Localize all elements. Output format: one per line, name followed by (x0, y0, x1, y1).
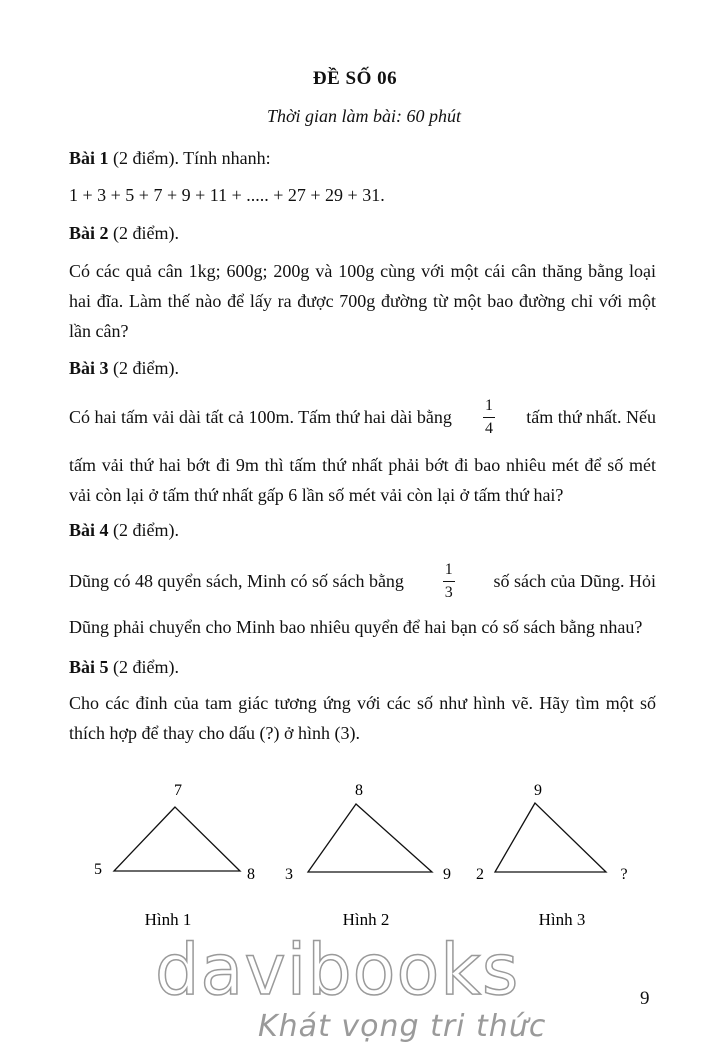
triangle-3 (495, 803, 606, 872)
problem-2-points: (2 điểm). (108, 223, 179, 243)
problem-2-label: Bài 2 (69, 223, 109, 243)
problem-4-text-before: Dũng có 48 quyển sách, Minh có số sách bằng (69, 571, 404, 591)
problem-5-text: Cho các đỉnh của tam giác tương ứng với các số như hình vẽ. Hãy tìm một số thích hợp để thay cho dấu (?) ở hình (3). (69, 693, 656, 743)
problem-1-heading (69, 148, 271, 169)
page-title: ĐỀ SỐ 06 (312, 68, 398, 89)
figure-3-right-number: ? (620, 866, 628, 883)
problem-2-heading (69, 223, 179, 244)
figure-2-right-number: 9 (443, 866, 451, 883)
problem-3-line-1 (69, 398, 656, 437)
triangle-2 (308, 804, 432, 872)
exam-duration: Thời gian làm bài: 60 phút (266, 106, 462, 126)
problem-4-label: Bài 4 (69, 520, 109, 540)
problem-3-text-rest: tấm vải thứ hai bớt đi 9m thì tấm thứ nhất phải bớt đi bao nhiêu mét để số mét vải còn lại ở tấm thứ nhất gấp 6 lần số mét vải còn lại ở tấm thứ hai? (69, 455, 656, 505)
problem-1-points: (2 điểm). Tính nhanh: (108, 148, 271, 168)
triangle-figures (0, 770, 710, 940)
problem-2-text (69, 256, 656, 346)
figure-1 (94, 782, 255, 929)
fraction-numerator: 1 (485, 397, 494, 414)
problem-5-label: Bài 5 (69, 657, 109, 677)
figure-1-right-number: 8 (247, 866, 255, 883)
figure-3-caption: Hình 3 (538, 910, 586, 929)
watermark-brand: davibooks (155, 929, 520, 1011)
fraction-numerator: 1 (444, 561, 453, 578)
problem-3-heading (69, 358, 179, 379)
figure-3-left-number: 2 (476, 866, 484, 883)
problem-4-text-after: số sách của Dũng. Hỏi (493, 571, 656, 591)
problem-3-points: (2 điểm). (108, 358, 179, 378)
watermark-slogan: Khát vọng tri thức (258, 1009, 547, 1044)
figure-1-top-number: 7 (174, 782, 182, 799)
problem-3-text-after: tấm thứ nhất. Nếu (526, 407, 656, 427)
problem-2-body: Có các quả cân 1kg; 600g; 200g và 100g cùng với một cái cân thăng bằng loại hai đĩa. Làm thế nào để lấy ra được 700g đường từ một bao đường chỉ với một lần cân? (69, 261, 656, 341)
problem-4-line-1 (69, 562, 656, 601)
problem-3-label: Bài 3 (69, 358, 109, 378)
problem-1-expression: 1 + 3 + 5 + 7 + 9 + 11 + ..... + 27 + 29 + 31. (69, 185, 385, 205)
figure-2-top-number: 8 (355, 782, 363, 799)
fraction-one-third (443, 562, 455, 601)
problem-4-heading (69, 520, 179, 541)
figure-2-caption: Hình 2 (342, 910, 390, 929)
problem-4-points: (2 điểm). (108, 520, 179, 540)
triangle-1 (114, 807, 240, 871)
fraction-denominator: 4 (483, 417, 495, 437)
figure-1-left-number: 5 (94, 861, 102, 878)
fraction-denominator: 3 (443, 581, 455, 601)
figure-1-caption: Hình 1 (144, 910, 192, 929)
page-number: 9 (640, 988, 650, 1009)
figure-2 (285, 782, 451, 929)
figure-3-top-number: 9 (534, 782, 542, 799)
figure-3 (476, 782, 628, 929)
problem-3-text-before: Có hai tấm vải dài tất cả 100m. Tấm thứ hai dài bằng (69, 407, 452, 427)
problem-5-points: (2 điểm). (108, 657, 179, 677)
problem-5-heading (69, 657, 179, 678)
fraction-one-quarter (483, 398, 495, 437)
figure-2-left-number: 3 (285, 866, 293, 883)
problem-1-label: Bài 1 (69, 148, 109, 168)
problem-4-text-rest: Dũng phải chuyển cho Minh bao nhiêu quyển để hai bạn có số sách bằng nhau? (69, 617, 643, 637)
